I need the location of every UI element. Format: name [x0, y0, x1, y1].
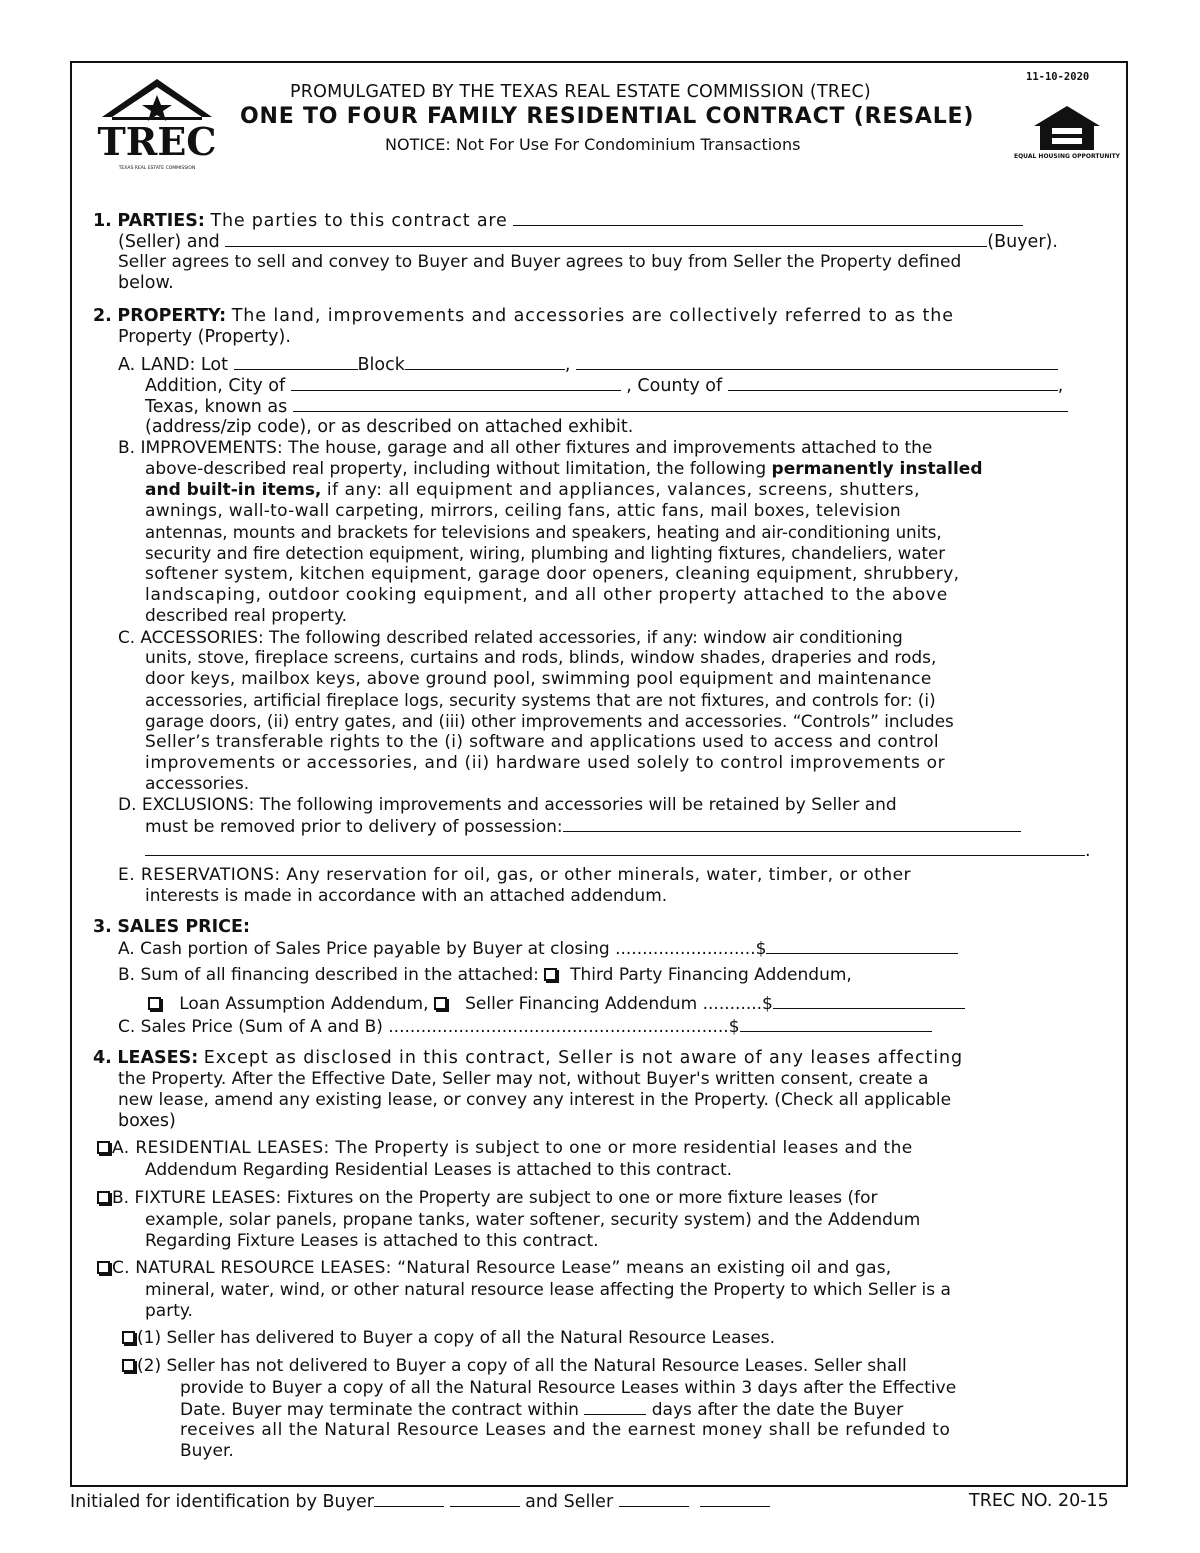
parties-blank[interactable]	[513, 210, 1023, 226]
improvements-line-8: landscaping, outdoor cooking equipment, and all other property attached to the above	[145, 585, 948, 605]
loan-assumption-checkbox[interactable]	[148, 997, 161, 1010]
improvements-line-4: awnings, wall-to-wall carpeting, mirrors, ceiling fans, attic fans, mail boxes, television	[145, 501, 901, 521]
sales-price-b-2: Loan Assumption Addendum, Seller Financing Addendum ...........$	[148, 993, 965, 1015]
lot-blank[interactable]	[234, 354, 358, 370]
form-date: 11-10-2020	[1026, 71, 1090, 83]
third-party-financing-checkbox[interactable]	[544, 968, 557, 981]
section-3-heading: 3. SALES PRICE:	[93, 917, 250, 937]
accessories-line-8: accessories.	[145, 774, 250, 794]
natural-resource-option-2-line-3: Date. Buyer may terminate the contract within days after the date the Buyer	[180, 1400, 904, 1420]
land-line-2: Addition, City of , County of ,	[145, 376, 1064, 396]
accessories-line-3: door keys, mailbox keys, above ground pool, swimming pool equipment and maintenance	[145, 669, 932, 689]
section-4-line-3: new lease, amend any existing lease, or convey any interest in the Property. (Check all applicable	[118, 1090, 952, 1110]
fixture-leases-line-1: B. FIXTURE LEASES: Fixtures on the Property are subject to one or more fixture leases (for	[97, 1188, 878, 1209]
cash-portion-blank[interactable]	[766, 938, 958, 954]
residential-leases-checkbox[interactable]	[97, 1141, 110, 1154]
section-4-line-1: 4. LEASES: Except as disclosed in this contract, Seller is not aware of any leases affecting	[93, 1048, 964, 1068]
nr-delivered-checkbox[interactable]	[122, 1331, 135, 1344]
natural-resource-option-2-line-5: Buyer.	[180, 1441, 234, 1461]
section-1-line-1: 1. PARTIES: The parties to this contract are	[93, 210, 1023, 232]
improvements-line-9: described real property.	[145, 606, 347, 626]
exclusions-line-2: must be removed prior to delivery of possession:	[145, 816, 1021, 838]
natural-resource-line-1: C. NATURAL RESOURCE LEASES: “Natural Resource Lease” means an existing oil and gas,	[97, 1258, 891, 1279]
termination-days-blank[interactable]	[584, 1399, 646, 1415]
section-1-line-3: Seller agrees to sell and convey to Buyer and Buyer agrees to buy from Seller the Property defined	[118, 252, 962, 272]
land-line-3: Texas, known as	[145, 396, 1068, 418]
buyer-blank[interactable]	[225, 231, 987, 247]
improvements-line-2: above-described real property, including without limitation, the following permanently installed	[145, 459, 983, 479]
improvements-line-1: B. IMPROVEMENTS: The house, garage and all other fixtures and improvements attached to the	[118, 438, 933, 458]
trec-number: TREC NO. 20-15	[969, 1491, 1109, 1511]
trec-logo-subtext: TEXAS REAL ESTATE COMMISSION	[118, 166, 196, 171]
residential-leases-line-2: Addendum Regarding Residential Leases is attached to this contract.	[145, 1160, 733, 1180]
eho-text: EQUAL HOUSING OPPORTUNITY	[1013, 153, 1121, 160]
notice-line: NOTICE: Not For Use For Condominium Transactions	[385, 135, 801, 154]
sales-price-c: C. Sales Price (Sum of A and B) ...............................................................$	[118, 1016, 932, 1038]
buyer-initial-2[interactable]	[450, 1491, 520, 1507]
land-line-4: (address/zip code), or as described on attached exhibit.	[145, 417, 634, 437]
accessories-line-4: accessories, artificial fireplace logs, security systems that are not fixtures, and controls for: (i)	[145, 690, 936, 710]
improvements-line-6: security and fire detection equipment, wiring, plumbing and lighting fixtures, chandeliers, water	[145, 544, 946, 563]
natural-resource-option-1: (1) Seller has delivered to Buyer a copy of all the Natural Resource Leases.	[122, 1328, 775, 1349]
accessories-line-1: C. ACCESSORIES: The following described related accessories, if any: window air conditioning	[118, 627, 903, 647]
exclusions-line-3: .	[145, 840, 1091, 862]
natural-resource-line-2: mineral, water, wind, or other natural resource lease affecting the Property to which Seller is a	[145, 1280, 951, 1300]
trec-logo-text: TREC	[97, 119, 217, 164]
fixture-leases-checkbox[interactable]	[97, 1191, 110, 1204]
natural-resource-line-3: party.	[145, 1301, 193, 1321]
city-blank[interactable]	[291, 375, 621, 391]
section-2-line-1: 2. PROPERTY: The land, improvements and accessories are collectively referred to as the	[93, 306, 954, 326]
page-title: ONE TO FOUR FAMILY RESIDENTIAL CONTRACT (RESALE)	[240, 104, 975, 129]
financing-sum-blank[interactable]	[773, 993, 965, 1009]
accessories-line-5: garage doors, (ii) entry gates, and (iii) other improvements and accessories. “Controls” includes	[145, 711, 954, 731]
section-1-line-4: below.	[118, 273, 174, 293]
fixture-leases-line-2: example, solar panels, propane tanks, water softener, security system) and the Addendum	[145, 1210, 921, 1230]
exclusions-line-1: D. EXCLUSIONS: The following improvements and accessories will be retained by Seller and	[118, 795, 897, 815]
seller-initial-2[interactable]	[700, 1491, 770, 1507]
natural-resource-option-2-line-4: receives all the Natural Resource Leases and the earnest money shall be refunded to	[180, 1420, 951, 1440]
equal-housing-icon	[1013, 104, 1121, 166]
seller-financing-checkbox[interactable]	[434, 997, 447, 1010]
reservations-line-2: interests is made in accordance with an attached addendum.	[145, 886, 668, 906]
accessories-line-7: improvements or accessories, and (ii) hardware used solely to control improvements or	[145, 753, 946, 773]
county-blank[interactable]	[728, 375, 1058, 391]
nr-not-delivered-checkbox[interactable]	[122, 1359, 135, 1372]
sales-price-b-1: B. Sum of all financing described in the attached: Third Party Financing Addendum,	[118, 965, 852, 985]
natural-resource-leases-checkbox[interactable]	[97, 1261, 110, 1274]
fixture-leases-line-3: Regarding Fixture Leases is attached to this contract.	[145, 1231, 599, 1251]
footer-initials: Initialed for identification by Buyer and Seller	[70, 1491, 770, 1512]
natural-resource-option-2-line-1: (2) Seller has not delivered to Buyer a copy of all the Natural Resource Leases. Seller shall	[122, 1356, 907, 1377]
seller-initial-1[interactable]	[619, 1491, 689, 1507]
land-extra-blank[interactable]	[576, 354, 1058, 370]
natural-resource-option-2-line-2: provide to Buyer a copy of all the Natural Resource Leases within 3 days after the Effective	[180, 1378, 957, 1398]
accessories-line-6: Seller’s transferable rights to the (i) software and applications used to access and control	[145, 732, 939, 752]
accessories-line-2: units, stove, fireplace screens, curtains and rods, blinds, window shades, draperies and rods,	[145, 648, 937, 668]
buyer-initial-1[interactable]	[374, 1491, 444, 1507]
exclusions-blank-2[interactable]	[145, 840, 1085, 856]
improvements-line-5: antennas, mounts and brackets for televisions and speakers, heating and air-conditioning units,	[145, 523, 942, 542]
improvements-line-7: softener system, kitchen equipment, garage door openers, cleaning equipment, shrubbery,	[145, 564, 960, 584]
improvements-line-3: and built-in items, if any: all equipment and appliances, valances, screens, shutters,	[145, 480, 921, 500]
address-blank[interactable]	[293, 396, 1068, 412]
residential-leases-line-1: A. RESIDENTIAL LEASES: The Property is subject to one or more residential leases and the	[97, 1138, 913, 1159]
section-4-line-2: the Property. After the Effective Date, Seller may not, without Buyer's written consent, create a	[118, 1069, 929, 1089]
section-2-line-2: Property (Property).	[118, 327, 291, 347]
section-4-line-4: boxes)	[118, 1111, 176, 1131]
sales-price-a: A. Cash portion of Sales Price payable by Buyer at closing ..........................$	[118, 938, 958, 960]
reservations-line-1: E. RESERVATIONS: Any reservation for oil, gas, or other minerals, water, timber, or other	[118, 865, 911, 885]
exclusions-blank-1[interactable]	[563, 816, 1021, 832]
promulgated-line: PROMULGATED BY THE TEXAS REAL ESTATE COMMISSION (TREC)	[290, 82, 871, 102]
trec-logo	[98, 77, 216, 173]
land-line-1: A. LAND: Lot Block ,	[118, 354, 1058, 376]
block-blank[interactable]	[405, 354, 565, 370]
section-1-line-2: (Seller) and (Buyer).	[118, 232, 1058, 252]
sales-price-blank[interactable]	[740, 1016, 932, 1032]
